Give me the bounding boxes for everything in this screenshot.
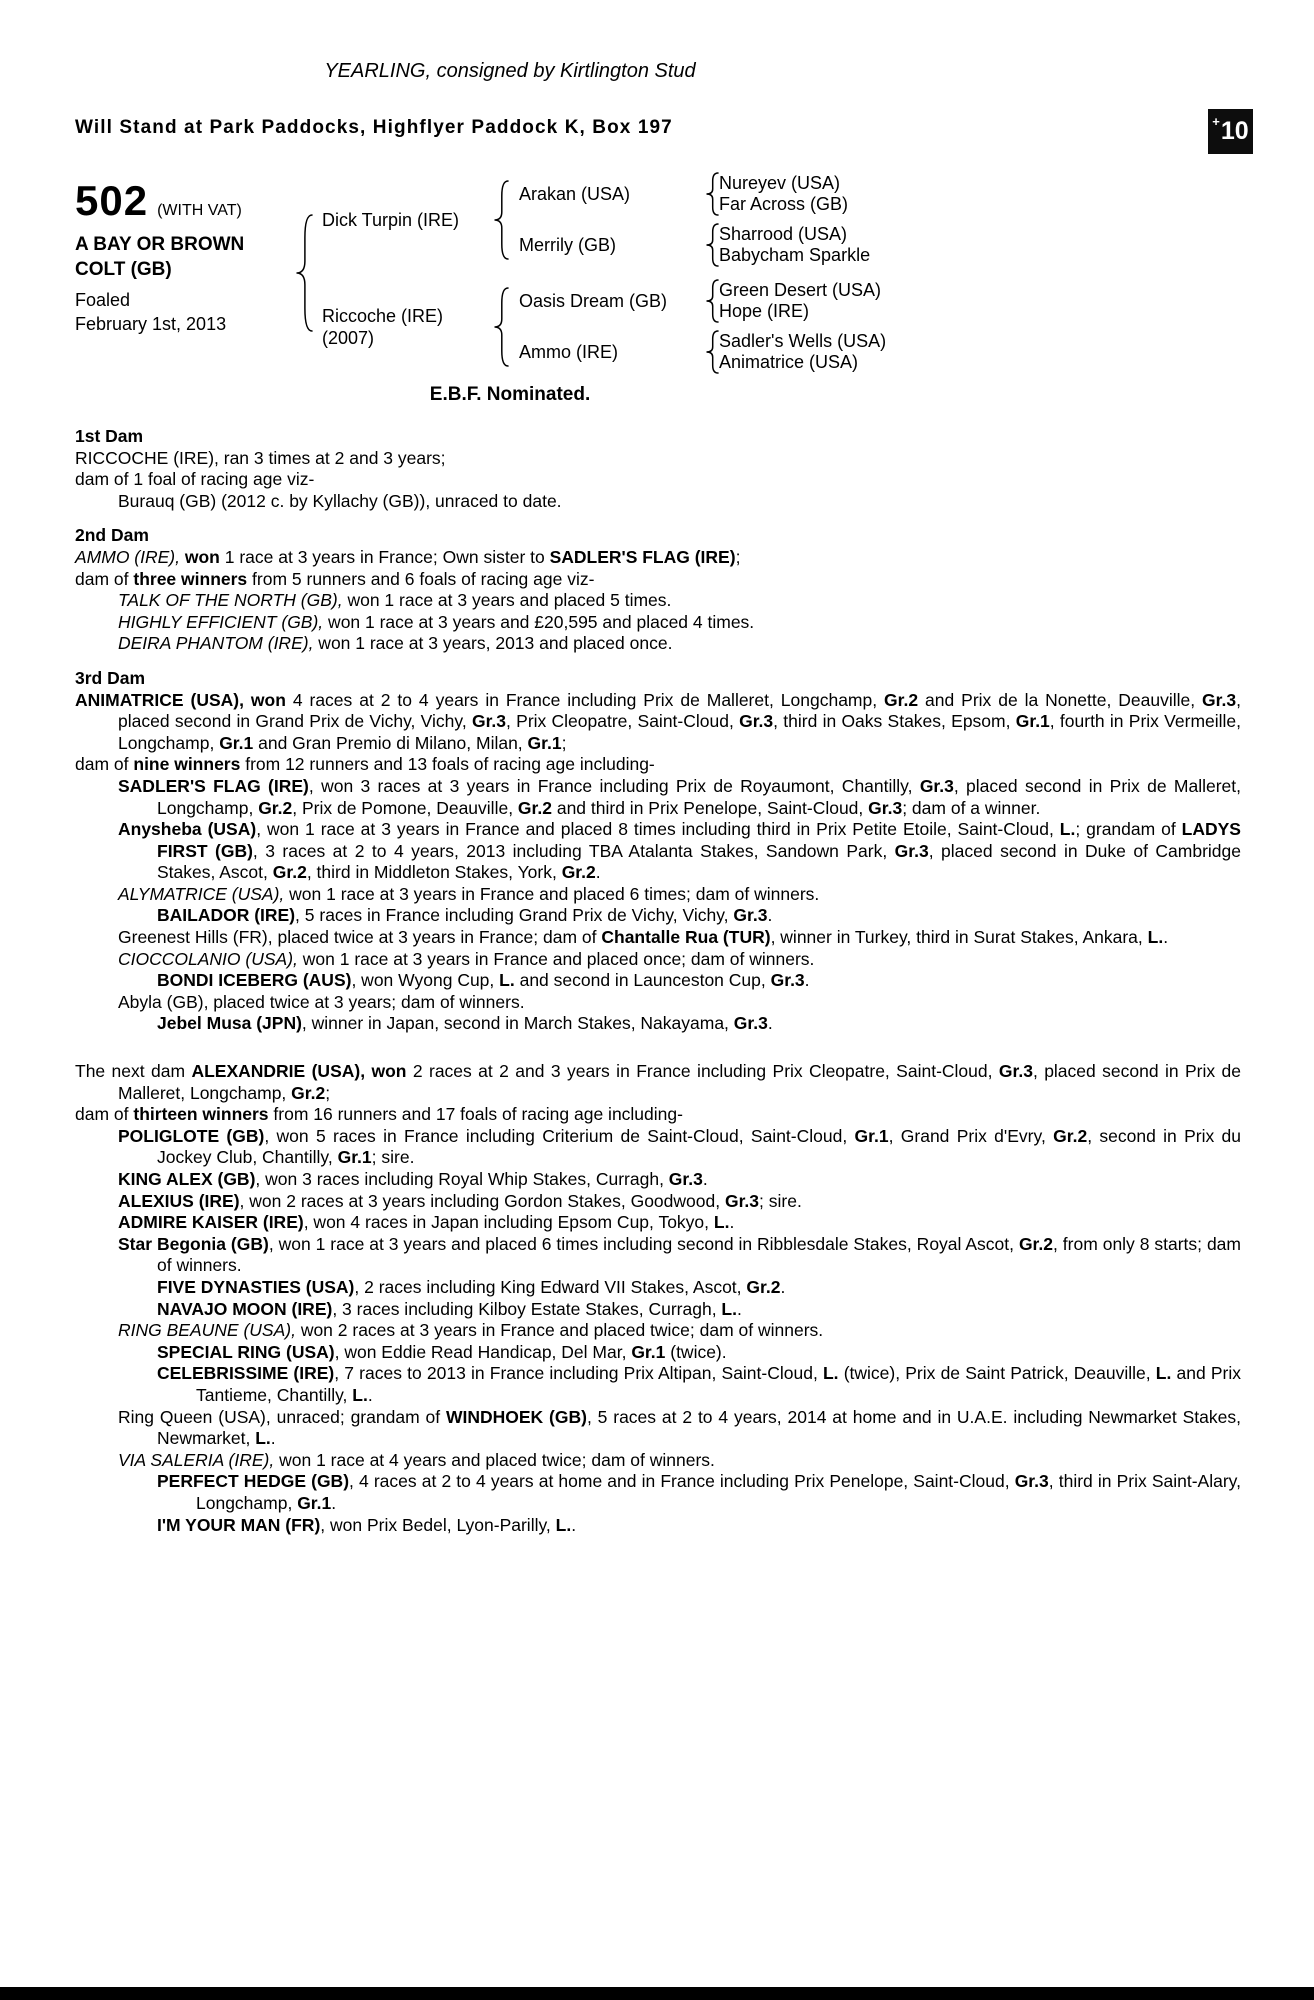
catalogue-paragraph: Ring Queen (USA), unraced; grandam of WINDHOEK (GB), 5 races at 2 to 4 years, 2014 at home and in U.A.E. including Newmarket Stakes, Newmarket, L.. bbox=[118, 1406, 1241, 1449]
colt-description-line1: A BAY OR BROWN bbox=[75, 234, 245, 255]
catalogue-paragraph: KING ALEX (GB), won 3 races including Royal Whip Stakes, Curragh, Gr.3. bbox=[118, 1169, 708, 1189]
pedigree-text-section bbox=[75, 426, 1241, 512]
foaled-value: February 1st, 2013 bbox=[75, 314, 227, 334]
pedigree-horse-name: Ammo (IRE) bbox=[519, 341, 618, 362]
catalogue-paragraph: ALYMATRICE (USA), won 1 race at 3 years in France and placed 6 times; dam of winners. bbox=[118, 883, 820, 904]
catalogue-paragraph: TALK OF THE NORTH (GB), won 1 race at 3 years and placed 5 times. bbox=[118, 590, 672, 611]
pedigree-horse-name: Nureyev (USA) bbox=[719, 173, 841, 193]
catalogue-paragraph: The next dam ALEXANDRIE (USA), won 2 races at 2 and 3 years in France including Prix Cleopatre, Saint-Cloud, Gr.3, placed second in Prix de Malleret, Longchamp, Gr.2; bbox=[75, 1061, 1241, 1103]
pedigree-text-section bbox=[75, 1061, 1241, 1536]
vat-note: (WITH VAT) bbox=[157, 202, 242, 219]
catalogue-paragraph: POLIGLOTE (GB), won 5 races in France including Criterium de Saint-Cloud, Saint-Cloud, Gr.1, Grand Prix d'Evry, Gr.2, second in Prix du Jockey Club, Chantilly, Gr.1; sire. bbox=[118, 1125, 1241, 1168]
pedigree-gen1-column bbox=[313, 172, 886, 374]
pedigree-horse-name: Oasis Dream (GB) bbox=[519, 290, 668, 311]
colt-description-line2: COLT (GB) bbox=[75, 259, 172, 280]
section-heading: 2nd Dam bbox=[75, 525, 149, 546]
pedigree-sub-branch bbox=[509, 223, 870, 267]
pedigree-branch bbox=[313, 172, 886, 267]
catalogue-paragraph: CELEBRISSIME (IRE), 7 races to 2013 in France including Prix Altipan, Saint-Cloud, L. (twice), Prix de Saint Patrick, Deauville, L. and Prix Tantieme, Chantilly, L.. bbox=[157, 1363, 1241, 1405]
pedigree-gen2-column bbox=[509, 172, 870, 267]
catalogue-paragraph: SPECIAL RING (USA), won Eddie Read Handicap, Del Mar, Gr.1 (twice). bbox=[157, 1341, 727, 1362]
lot-number: 502 bbox=[75, 177, 149, 224]
brace-icon bbox=[705, 223, 719, 267]
catalogue-paragraph: VIA SALERIA (IRE), won 1 race at 4 years and placed twice; dam of winners. bbox=[118, 1449, 715, 1470]
brace-icon bbox=[493, 287, 509, 367]
pedigree-sub-branch bbox=[509, 172, 870, 216]
brace-icon bbox=[295, 214, 313, 332]
colt-description bbox=[75, 232, 295, 282]
pedigree-horse-name: Babycham Sparkle bbox=[719, 245, 871, 265]
pedigree-gen3-column bbox=[719, 224, 870, 266]
pedigree-horse-name: Sadler's Wells (USA) bbox=[719, 331, 887, 351]
catalogue-body bbox=[75, 426, 1241, 1536]
catalogue-paragraph: AMMO (IRE), won 1 race at 3 years in France; Own sister to SADLER'S FLAG (IRE); bbox=[75, 546, 741, 567]
lot-info bbox=[75, 177, 295, 336]
badge-plus-icon: + bbox=[1212, 114, 1220, 129]
catalogue-paragraph: NAVAJO MOON (IRE), 3 races including Kilboy Estate Stakes, Curragh, L.. bbox=[157, 1298, 742, 1319]
pedigree-gen3-column bbox=[719, 173, 848, 215]
badge-number: 10 bbox=[1220, 117, 1249, 145]
brace-icon bbox=[705, 172, 719, 216]
pedigree-sub-branch bbox=[509, 330, 886, 374]
catalogue-paragraph: CIOCCOLANIO (USA), won 1 race at 3 years in France and placed once; dam of winners. bbox=[118, 948, 815, 969]
pedigree-horse-name: Dick Turpin (IRE) bbox=[322, 209, 460, 230]
catalogue-paragraph: dam of thirteen winners from 16 runners and 17 foals of racing age including- bbox=[75, 1104, 683, 1125]
catalogue-paragraph: BAILADOR (IRE), 5 races in France including Grand Prix de Vichy, Vichy, Gr.3. bbox=[157, 905, 773, 926]
foaled-label: Foaled bbox=[75, 290, 131, 310]
brace-icon bbox=[493, 180, 509, 260]
catalogue-paragraph: SADLER'S FLAG (IRE), won 3 races at 3 years in France including Prix de Royaumont, Chantilly, Gr.3, placed second in Prix de Malleret, Longchamp, Gr.2, Prix de Pomone, Deauville, Gr.2 and third in Prix Penelope, Saint-Cloud, Gr.3; dam of a winner. bbox=[118, 775, 1241, 818]
catalogue-paragraph: ALEXIUS (IRE), won 2 races at 3 years including Gordon Stakes, Goodwood, Gr.3; sire. bbox=[118, 1190, 802, 1211]
catalogue-paragraph: Abyla (GB), placed twice at 3 years; dam of winners. bbox=[118, 991, 525, 1012]
catalogue-paragraph: PERFECT HEDGE (GB), 4 races at 2 to 4 years at home and in France including Prix Penelope, Saint-Cloud, Gr.3, third in Prix Saint-Alary, Longchamp, Gr.1. bbox=[157, 1471, 1241, 1513]
catalogue-paragraph: dam of nine winners from 12 runners and 13 foals of racing age including- bbox=[75, 754, 655, 775]
catalogue-paragraph: Greenest Hills (FR), placed twice at 3 years in France; dam of Chantalle Rua (TUR), winner in Turkey, third in Surat Stakes, Ankara, L.. bbox=[118, 927, 1169, 948]
pedigree-text-section bbox=[75, 668, 1241, 1035]
catalogue-paragraph: Jebel Musa (JPN), winner in Japan, second in March Stakes, Nakayama, Gr.3. bbox=[157, 1013, 773, 1034]
pedigree-horse-name: Riccoche (IRE) (2007) bbox=[322, 305, 444, 348]
catalogue-paragraph: ADMIRE KAISER (IRE), won 4 races in Japan including Epsom Cup, Tokyo, L.. bbox=[118, 1212, 735, 1233]
catalogue-paragraph: HIGHLY EFFICIENT (GB), won 1 race at 3 years and £20,595 and placed 4 times. bbox=[118, 611, 755, 632]
pedigree-gen2-column bbox=[509, 279, 886, 374]
catalogue-paragraph: DEIRA PHANTOM (IRE), won 1 race at 3 years, 2013 and placed once. bbox=[118, 633, 673, 654]
pedigree-horse-name: Arakan (USA) bbox=[519, 183, 631, 204]
pedigree-horse-name: Hope (IRE) bbox=[719, 301, 810, 321]
pedigree-horse-name: Animatrice (USA) bbox=[719, 352, 859, 372]
brace-icon bbox=[705, 279, 719, 323]
consignor-line: YEARLING, consigned by Kirtlington Stud bbox=[324, 60, 696, 82]
page-footer-bar bbox=[0, 1987, 1314, 2000]
stand-row bbox=[75, 113, 1253, 154]
pedigree-horse-name: Far Across (GB) bbox=[719, 194, 849, 214]
pedigree-text-section bbox=[75, 525, 1241, 655]
pedigree-horse-name: Sharrood (USA) bbox=[719, 224, 848, 244]
pedigree-sub-branch bbox=[509, 279, 886, 323]
pedigree-block bbox=[75, 173, 1314, 374]
catalogue-paragraph: FIVE DYNASTIES (USA), 2 races including King Edward VII Stakes, Ascot, Gr.2. bbox=[157, 1276, 786, 1297]
catalogue-paragraph: RING BEAUNE (USA), won 2 races at 3 years in France and placed twice; dam of winners. bbox=[118, 1320, 824, 1341]
catalogue-paragraph: Burauq (GB) (2012 c. by Kyllachy (GB)), unraced to date. bbox=[118, 490, 562, 511]
pedigree-tree bbox=[295, 172, 886, 374]
catalogue-paragraph: Anysheba (USA), won 1 race at 3 years in France and placed 8 times including third in Prix Petite Etoile, Saint-Cloud, L.; grandam of LADYS FIRST (GB), 3 races at 2 to 4 years, 2013 including TBA Atalanta Stakes, Sandown Park, Gr.3, placed second in Duke of Cambridge Stakes, Ascot, Gr.2, third in Middleton Stakes, York, Gr.2. bbox=[118, 819, 1241, 883]
catalogue-paragraph: Star Begonia (GB), won 1 race at 3 years and placed 6 times including second in Ribblesdale Stakes, Royal Ascot, Gr.2, from only 8 starts; dam of winners. bbox=[118, 1233, 1241, 1276]
catalogue-paragraph: dam of 1 foal of racing age viz- bbox=[75, 469, 315, 490]
catalogue-paragraph: dam of three winners from 5 runners and 6 foals of racing age viz- bbox=[75, 568, 595, 589]
sale-book-badge bbox=[1208, 109, 1253, 154]
section-heading: 1st Dam bbox=[75, 426, 144, 446]
catalogue-paragraph: ANIMATRICE (USA), won 4 races at 2 to 4 years in France including Prix de Malleret, Longchamp, Gr.2 and Prix de la Nonette, Deauville, Gr.3, placed second in Grand Prix de Vichy, Vichy, Gr.3, Prix Cleopatre, Saint-Cloud, Gr.3, third in Oaks Stakes, Epsom, Gr.1, fourth in Prix Vermeille, Longchamp, Gr.1 and Gran Premio di Milano, Milan, Gr.1; bbox=[75, 689, 1242, 753]
pedigree-horse-name: Merrily (GB) bbox=[519, 234, 616, 255]
pedigree-branch bbox=[313, 279, 886, 374]
brace-icon bbox=[705, 330, 719, 374]
catalogue-paragraph: BONDI ICEBERG (AUS), won Wyong Cup, L. and second in Launceston Cup, Gr.3. bbox=[157, 970, 810, 991]
foaled-date bbox=[75, 288, 295, 336]
lot-row bbox=[75, 177, 295, 224]
ebf-nominated-line: E.B.F. Nominated. bbox=[429, 384, 591, 405]
section-heading: 3rd Dam bbox=[75, 667, 146, 688]
catalogue-paragraph: I'M YOUR MAN (FR), won Prix Bedel, Lyon-Parilly, L.. bbox=[157, 1514, 577, 1535]
stand-location-line: Will Stand at Park Paddocks, Highflyer Paddock K, Box 197 bbox=[75, 117, 673, 138]
pedigree-gen3-column bbox=[719, 280, 881, 322]
pedigree-horse-name: Green Desert (USA) bbox=[719, 280, 882, 300]
pedigree-gen3-column bbox=[719, 331, 886, 373]
catalogue-paragraph: RICCOCHE (IRE), ran 3 times at 2 and 3 years; bbox=[75, 447, 446, 468]
